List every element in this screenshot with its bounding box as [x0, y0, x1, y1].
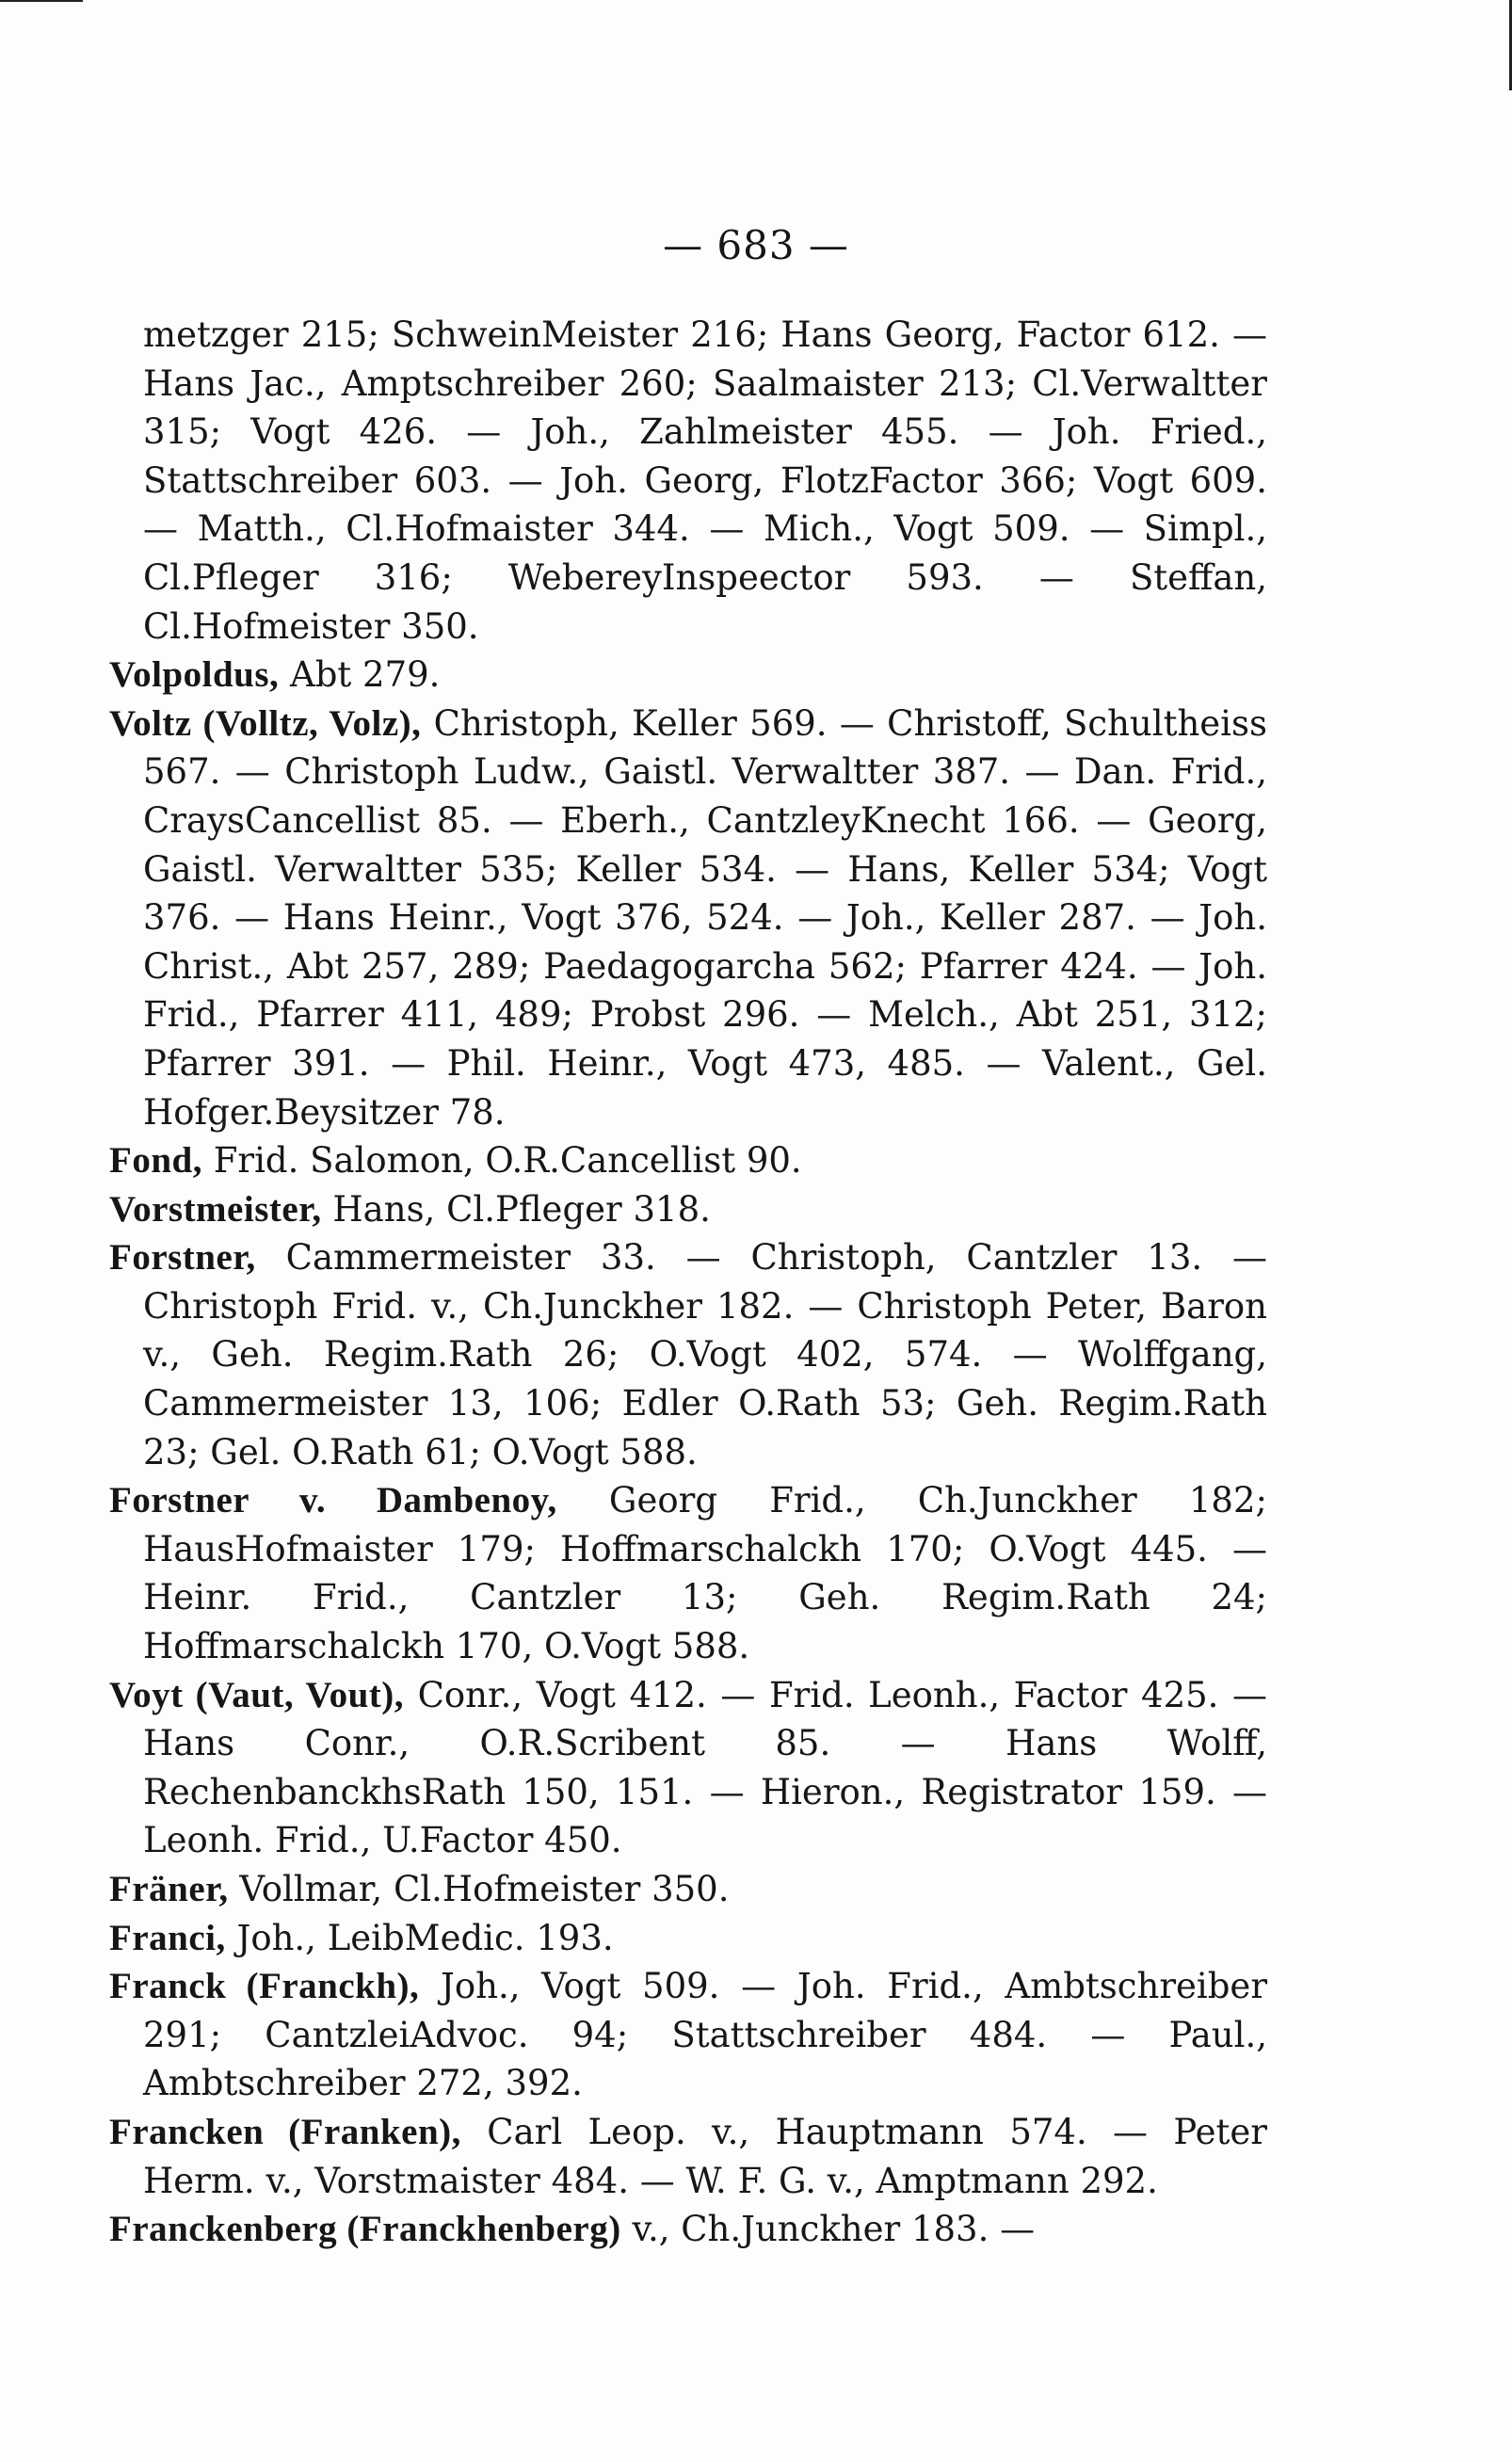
register-entry	[109, 1136, 1267, 1185]
register-entry	[109, 2205, 1267, 2254]
entry-text: Vollmar, Cl.Hofmeister 350.	[228, 1869, 730, 1909]
entry-text: Hans, Cl.Pfleger 318.	[321, 1188, 711, 1230]
entry-text: Christoph, Keller 569. — Christoff, Schultheiss 567. — Christoph Ludw., Gaistl. Verwaltter 387. — Dan. Frid., CraysCancellist 85. — Eberh., CantzleyKnecht 166. — Georg, Gaistl. Verwaltter 535; Keller 534. — Hans, Keller 534; Vogt 376. — Hans Heinr., Vogt 376, 524. — Joh., Keller 287. — Joh. Christ., Abt 257, 289; Paedagogarcha 562; Pfarrer 424. — Joh. Frid., Pfarrer 411, 489; Probst 296. — Melch., Abt 251, 312; Pfarrer 391. — Phil. Heinr., Vogt 473, 485. — Valent., Gel. Hofger.Beysitzer 78.	[143, 702, 1267, 1133]
register-entry	[109, 651, 1267, 700]
entry-text: Joh., LeibMedic. 193.	[225, 1917, 614, 1958]
page-number: — 683 —	[663, 222, 849, 268]
entry-head: Volpoldus,	[109, 654, 280, 696]
entry-text: Cammermeister 33. — Christoph, Cantzler 13. — Christoph Frid. v., Ch.Junckher 182. — Christoph Peter, Baron v., Geh. Regim.Rath 26; O.Vogt 402, 574. — Wolffgang, Cammermeister 13, 106; Edler O.Rath 53; Geh. Regim.Rath 23; Gel. O.Rath 61; O.Vogt 588.	[143, 1237, 1267, 1472]
register-entry	[109, 1962, 1267, 2108]
entry-text: Carl Leop. v., Hauptmann 574. — Peter Herm. v., Vorstmaister 484. — W. F. G. v., Amptmann 292.	[143, 2111, 1267, 2201]
entry-text: v., Ch.Junckher 183. —	[620, 2209, 1036, 2250]
entry-text: metzger 215; SchweinMeister 216; Hans Georg, Factor 612. — Hans Jac., Amptschreiber 260; Saalmaister 213; Cl.Verwaltter 315; Vogt 426. — Joh., Zahlmeister 455. — Joh. Fried., Stattschreiber 603. — Joh. Georg, FlotzFactor 366; Vogt 609. — Matth., Cl.Hofmaister 344. — Mich., Vogt 509. — Simpl., Cl.Pfleger 316; WebereyInspeector 593. — Steffan, Cl.Hofmeister 350.	[143, 314, 1267, 647]
entry-head: Franci,	[109, 1917, 226, 1958]
entry-text: Conr., Vogt 412. — Frid. Leonh., Factor 425. — Hans Conr., O.R.Scribent 85. — Hans Wolff, RechenbanckhsRath 150, 151. — Hieron., Registrator 159. — Leonh. Frid., U.Factor 450.	[143, 1674, 1267, 1861]
register-entry	[109, 700, 1267, 1136]
top-rule	[0, 0, 83, 2]
entry-head: Forstner v. Dambenoy,	[109, 1480, 557, 1521]
entry-head: Francken (Franken),	[109, 2111, 461, 2152]
register-entry	[109, 1233, 1267, 1476]
entry-head: Fond,	[109, 1140, 202, 1182]
entry-text: Frid. Salomon, O.R.Cancellist 90.	[201, 1140, 802, 1182]
entry-head: Voltz (Volltz, Volz),	[109, 702, 422, 744]
register-entry	[109, 311, 1267, 651]
register-entry	[109, 1914, 1267, 1963]
entry-head: Fräner,	[109, 1869, 229, 1909]
register-entry	[109, 1865, 1267, 1914]
entry-head: Forstner,	[109, 1237, 256, 1279]
register-entry	[109, 1185, 1267, 1234]
entry-text: Abt 279.	[279, 654, 441, 696]
register-entry	[109, 1476, 1267, 1670]
entry-head: Vorstmeister,	[109, 1188, 322, 1230]
register-entry	[109, 1671, 1267, 1865]
entry-head: Voyt (Vaut, Vout),	[109, 1674, 404, 1715]
entry-head: Franckenberg (Franckhenberg)	[109, 2209, 621, 2250]
register-entries	[109, 311, 1267, 2254]
entry-head: Franck (Franckh),	[109, 1966, 420, 2007]
register-entry	[109, 2108, 1267, 2205]
entry-text: Joh., Vogt 509. — Joh. Frid., Ambtschreiber 291; CantzleiAdvoc. 94; Stattschreiber 484. — Paul., Ambtschreiber 272, 392.	[143, 1966, 1268, 2104]
entry-text: Georg Frid., Ch.Junckher 182; HausHofmaister 179; Hoffmarschalckh 170; O.Vogt 445. — Heinr. Frid., Cantzler 13; Geh. Regim.Rath 24; Hoffmarschalckh 170, O.Vogt 588.	[143, 1480, 1267, 1667]
